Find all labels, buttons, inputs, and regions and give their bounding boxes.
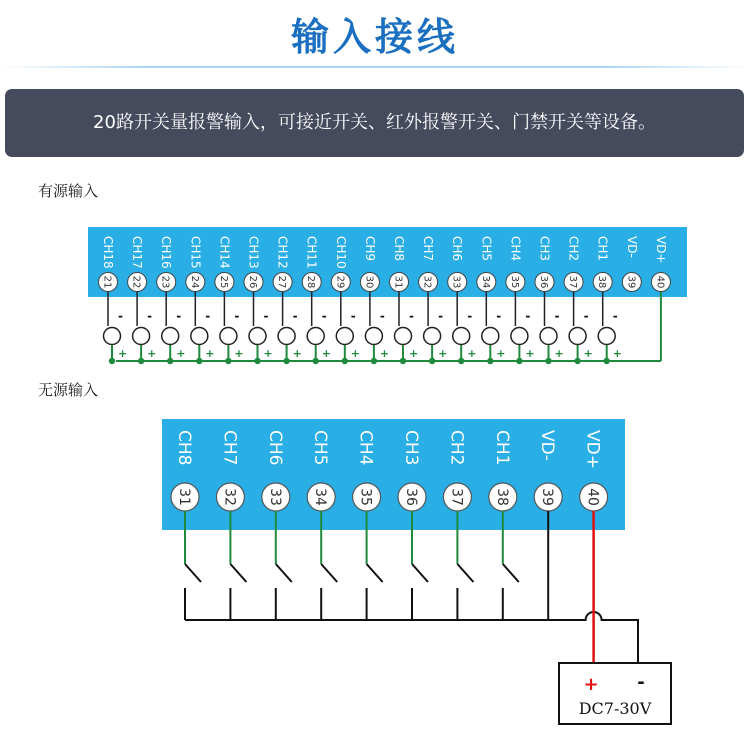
terminal-channel-label: CH5	[310, 430, 331, 466]
terminal-channel-label: CH9	[362, 236, 377, 262]
terminal-channel-label: CH18	[101, 236, 115, 269]
junction-dot	[109, 358, 115, 364]
sensor-minus-label: -	[205, 309, 211, 323]
sensor-plus-label: +	[118, 347, 128, 360]
sensor-minus-label: -	[147, 309, 153, 323]
sensor-plus-label: +	[292, 347, 302, 360]
switch-contact-icon	[457, 564, 473, 582]
terminal-number: 36	[403, 488, 419, 506]
sensor-icon	[162, 328, 179, 345]
sensor-minus-label: -	[118, 309, 123, 323]
dc-power-supply	[559, 663, 671, 724]
sensor-plus-label: +	[554, 347, 564, 360]
junction-dot	[254, 358, 260, 364]
active-terminal-ch18	[99, 236, 118, 292]
terminal-channel-label: VD-	[624, 236, 639, 258]
terminal-number: 32	[221, 488, 238, 506]
junction-dot	[313, 358, 319, 364]
sensor-icon	[220, 328, 237, 345]
passive-input-label: 无源输入	[38, 381, 99, 399]
sensor-icon	[191, 328, 208, 345]
terminal-channel-label: CH12	[275, 236, 290, 269]
sensor-minus-label: -	[234, 309, 240, 323]
active-sensor-4	[191, 292, 215, 364]
sensor-icon	[511, 328, 528, 345]
active-sensor-5	[220, 292, 244, 364]
active-sensor-14	[482, 292, 506, 364]
sensor-plus-label: +	[612, 347, 622, 360]
terminal-number: 35	[357, 488, 374, 506]
terminal-number: 37	[448, 488, 465, 506]
terminal-channel-label: VD-	[537, 430, 558, 461]
active-sensor-13	[453, 292, 477, 364]
active-sensor-8	[307, 292, 331, 364]
terminal-channel-label: CH8	[392, 236, 406, 262]
terminal-number: 35	[508, 275, 520, 289]
terminal-channel-label: CH4	[355, 430, 376, 466]
terminal-channel-label: CH13	[246, 236, 261, 269]
active-sensor-18	[598, 292, 622, 364]
junction-dot	[225, 358, 231, 364]
terminal-number: 31	[176, 488, 192, 506]
terminal-channel-label: CH10	[333, 236, 348, 269]
junction-dot	[487, 358, 493, 364]
terminal-number: 26	[247, 275, 258, 289]
junction-dot	[196, 358, 202, 364]
terminal-number: 39	[539, 488, 556, 506]
power-plus-label: +	[583, 674, 599, 695]
sensor-icon	[569, 328, 586, 345]
sensor-plus-label: +	[234, 347, 244, 360]
junction-dot	[283, 358, 289, 364]
junction-dot	[545, 358, 551, 364]
sensor-icon	[307, 328, 324, 345]
terminal-channel-label: CH7	[219, 430, 240, 466]
terminal-number: 29	[334, 275, 346, 289]
sensor-icon	[336, 328, 353, 345]
terminal-channel-label: CH8	[174, 430, 194, 466]
terminal-channel-label: CH3	[401, 430, 421, 466]
sensor-plus-label: +	[350, 347, 361, 360]
junction-dot	[371, 358, 377, 364]
sensor-icon	[598, 328, 615, 345]
active-sensor-9	[336, 292, 360, 364]
sensor-icon	[482, 328, 499, 345]
active-sensor-11	[395, 292, 419, 364]
active-terminal-ch15	[186, 236, 205, 292]
switch-contact-icon	[230, 564, 246, 582]
sensor-minus-label: -	[467, 309, 473, 323]
switch-contact-icon	[503, 564, 519, 582]
terminal-number: 40	[584, 488, 601, 506]
terminal-number: 22	[130, 275, 142, 289]
terminal-channel-label: VD+	[582, 430, 603, 469]
switch-contact-icon	[321, 564, 337, 582]
terminal-channel-label: CH7	[421, 236, 436, 262]
junction-dot	[167, 358, 173, 364]
active-terminal-ch16	[157, 236, 176, 292]
terminal-channel-label: CH1	[491, 430, 512, 466]
terminal-number: 38	[493, 488, 510, 506]
sensor-icon	[540, 328, 557, 345]
junction-dot	[400, 358, 406, 364]
junction-dot	[604, 358, 610, 364]
active-input-label: 有源输入	[38, 182, 99, 200]
sensor-minus-label: -	[438, 309, 444, 323]
terminal-number: 33	[266, 488, 283, 506]
sensor-plus-label: +	[147, 347, 157, 360]
sensor-minus-label: -	[496, 309, 502, 323]
switch-contact-icon	[367, 564, 383, 582]
terminal-number: 21	[101, 275, 113, 289]
junction-dot	[574, 358, 580, 364]
terminal-number: 28	[305, 275, 317, 289]
switch-contact-icon	[412, 564, 428, 582]
terminal-channel-label: CH17	[130, 236, 145, 269]
active-sensor-17	[569, 292, 593, 364]
terminal-number: 39	[625, 275, 637, 289]
switch-contact-icon	[276, 564, 292, 582]
terminal-channel-label: CH15	[188, 236, 203, 269]
power-voltage-label: DC7-30V	[578, 699, 652, 718]
sensor-minus-label: -	[379, 309, 385, 323]
terminal-number: 25	[217, 275, 229, 289]
sensor-icon	[365, 328, 382, 345]
active-sensor-10	[365, 292, 389, 364]
terminal-channel-label: CH6	[264, 430, 285, 466]
sensor-plus-label: +	[496, 347, 506, 360]
active-sensor-15	[511, 292, 535, 364]
sensor-icon	[278, 328, 295, 345]
sensor-minus-label: -	[525, 309, 531, 323]
sensor-icon	[104, 328, 121, 345]
page-title: 输入接线	[290, 15, 459, 59]
sensor-plus-label: +	[176, 347, 186, 360]
junction-dot	[138, 358, 144, 364]
terminal-number: 38	[596, 275, 608, 289]
sensor-plus-label: +	[409, 347, 419, 360]
terminal-channel-label: CH16	[159, 236, 174, 269]
sensor-minus-label: -	[292, 309, 298, 323]
active-terminal-ch13	[244, 236, 263, 292]
terminal-channel-label: CH3	[537, 236, 552, 262]
terminal-channel-label: CH14	[217, 236, 232, 269]
junction-dot	[429, 358, 435, 364]
sensor-plus-label: +	[205, 347, 215, 360]
active-sensor-3	[162, 292, 186, 364]
terminal-channel-label: CH2	[446, 430, 467, 466]
terminal-number: 36	[538, 275, 549, 289]
terminal-number: 40	[654, 275, 666, 289]
sensor-plus-label: +	[438, 347, 448, 360]
active-terminal-ch10	[331, 236, 350, 292]
active-terminal-ch17	[128, 236, 147, 292]
sensor-icon	[453, 328, 470, 345]
terminal-number: 37	[567, 275, 579, 289]
terminal-channel-label: CH5	[479, 236, 494, 262]
sensor-minus-label: -	[409, 309, 414, 323]
active-sensor-16	[540, 292, 564, 364]
sensor-icon	[424, 328, 441, 345]
sensor-minus-label: -	[583, 309, 589, 323]
junction-dot	[516, 358, 522, 364]
sensor-icon	[249, 328, 266, 345]
sensor-plus-label: +	[321, 347, 331, 360]
active-terminal-ch12	[273, 236, 292, 292]
sensor-minus-label: -	[350, 309, 356, 323]
sensor-plus-label: +	[263, 347, 273, 360]
switch-contact-icon	[185, 564, 201, 582]
active-terminal-ch14	[215, 236, 234, 292]
junction-dot	[342, 358, 348, 364]
sensor-minus-label: -	[612, 309, 618, 323]
terminal-channel-label: CH11	[304, 236, 319, 269]
sensor-minus-label: -	[176, 309, 182, 323]
terminal-number: 34	[479, 275, 491, 289]
terminal-channel-label: CH6	[450, 236, 465, 262]
sensor-icon	[133, 328, 150, 345]
active-sensor-2	[133, 292, 157, 364]
active-sensor-6	[249, 292, 273, 364]
sensor-plus-label: +	[525, 347, 535, 360]
sensor-minus-label: -	[554, 309, 560, 323]
terminal-number: 24	[188, 275, 200, 289]
terminal-number: 34	[312, 488, 329, 506]
junction-dot	[458, 358, 464, 364]
terminal-channel-label: CH2	[566, 236, 581, 262]
terminal-number: 33	[450, 275, 462, 289]
terminal-channel-label: VD+	[653, 236, 668, 264]
description-banner: 20路开关量报警输入，可接近开关、红外报警开关、门禁开关等设备。	[5, 89, 744, 157]
terminal-number: 31	[392, 275, 404, 289]
active-terminal-ch11	[302, 236, 321, 292]
active-sensor-7	[278, 292, 302, 364]
sensor-icon	[395, 328, 412, 345]
active-sensor-12	[424, 292, 448, 364]
sensor-plus-label: +	[467, 347, 477, 360]
sensor-minus-label: -	[321, 309, 327, 323]
sensor-plus-label: +	[379, 347, 390, 360]
terminal-number: 32	[421, 275, 433, 289]
sensor-minus-label: -	[263, 309, 269, 323]
terminal-channel-label: CH4	[508, 236, 523, 262]
active-sensor-1	[104, 292, 128, 364]
terminal-number: 27	[276, 275, 288, 289]
sensor-plus-label: +	[583, 347, 593, 360]
terminal-number: 23	[159, 275, 171, 289]
terminal-channel-label: CH1	[595, 236, 610, 262]
terminal-number: 30	[363, 275, 375, 289]
power-minus-label: -	[637, 672, 645, 693]
